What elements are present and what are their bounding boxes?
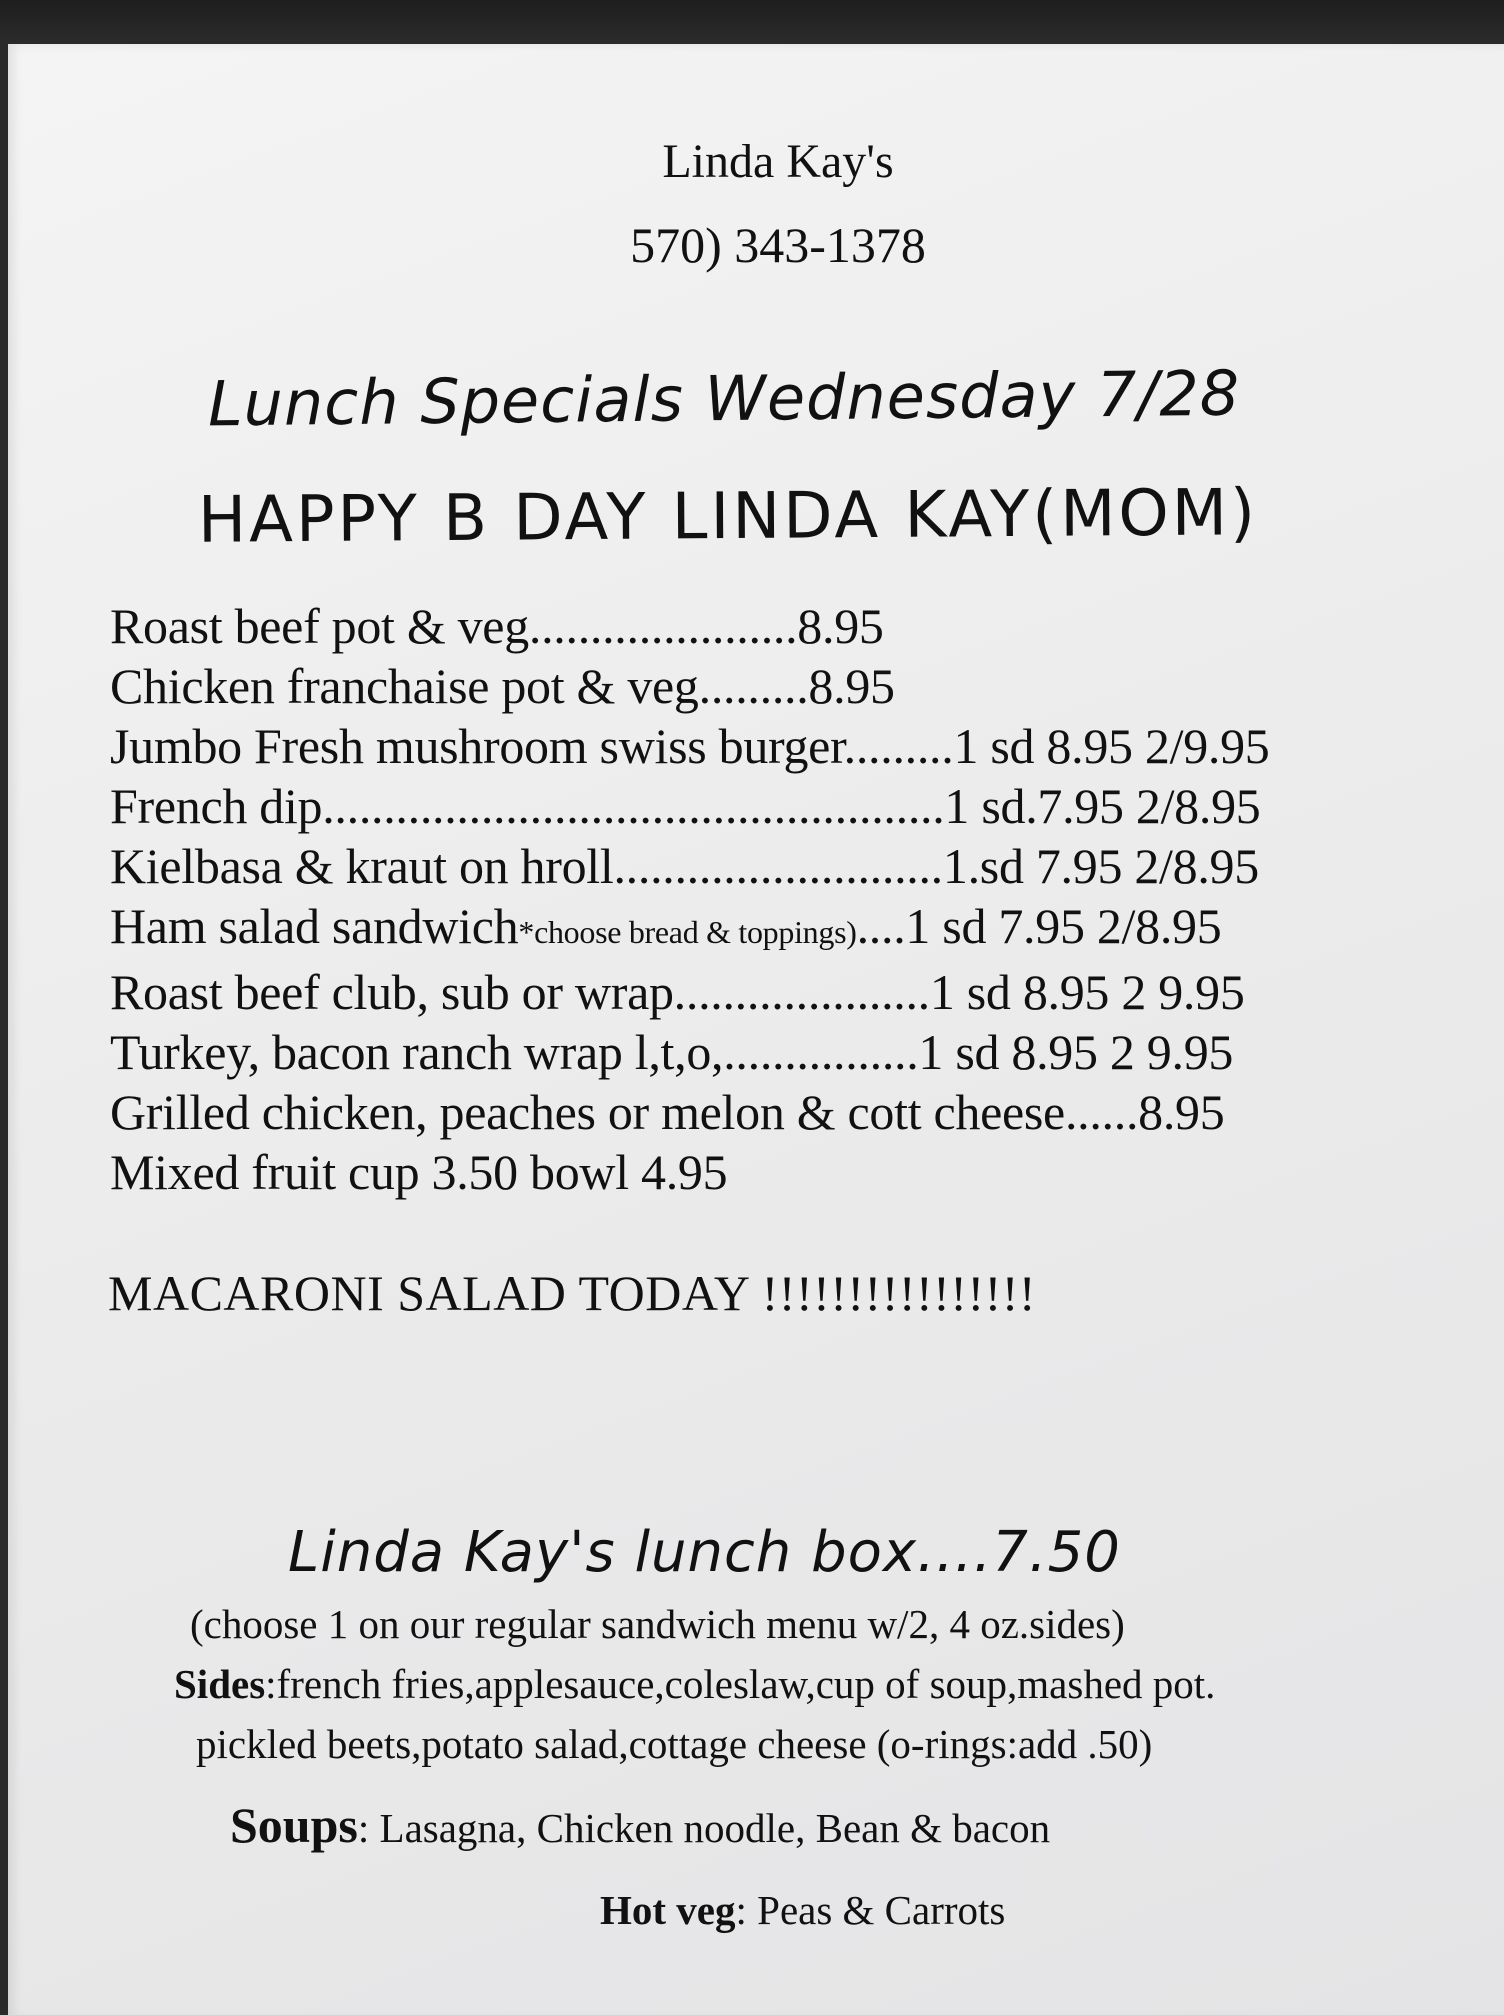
- menu-item: Kielbasa & kraut on hroll...........................1.sd 7.95 2/8.95: [110, 838, 1259, 894]
- menu-item: Roast beef club, sub or wrap.....................1 sd 8.95 2 9.95: [110, 964, 1245, 1020]
- soups-line: Soups: Lasagna, Chicken noodle, Bean & bacon: [230, 1797, 1051, 1853]
- birthday-message: HAPPY B DAY LINDA KAY(MOM): [197, 476, 1259, 558]
- lunch-box-sides-continued: pickled beets,potato salad,cottage cheese (o-rings:add .50): [196, 1721, 1153, 1767]
- hot-veg-label: Hot veg: [600, 1887, 736, 1933]
- lunch-box-sides: Sides:french fries,applesauce,coleslaw,cup of soup,mashed pot.: [174, 1661, 1216, 1707]
- lunch-box-description: (choose 1 on our regular sandwich menu w/2, 4 oz.sides): [190, 1601, 1125, 1647]
- menu-item: Ham salad sandwich*choose bread & toppings)....1 sd 7.95 2/8.95: [110, 898, 1222, 954]
- hot-veg-line: Hot veg: Peas & Carrots: [600, 1887, 1006, 1933]
- macaroni-callout: MACARONI SALAD TODAY !!!!!!!!!!!!!!!!: [108, 1265, 1037, 1321]
- menu-item-note: *choose bread & toppings): [518, 914, 857, 950]
- menu-item: Turkey, bacon ranch wrap l,t,o,................1 sd 8.95 2 9.95: [110, 1024, 1234, 1080]
- menu-item: French dip...................................................1 sd.7.95 2/8.95: [110, 778, 1261, 834]
- menu-item: Chicken franchaise pot & veg.........8.95: [110, 658, 895, 714]
- sides-label: Sides: [174, 1661, 266, 1707]
- menu-item: Roast beef pot & veg......................8.95: [110, 598, 884, 654]
- menu-item: Mixed fruit cup 3.50 bowl 4.95: [110, 1144, 728, 1200]
- restaurant-name: Linda Kay's: [662, 135, 894, 188]
- menu-item: Jumbo Fresh mushroom swiss burger.........1 sd 8.95 2/9.95: [110, 718, 1270, 774]
- specials-list: [110, 596, 1270, 1202]
- soups-label: Soups: [230, 1797, 358, 1853]
- lunch-specials-headline: Lunch Specials Wednesday 7/28: [207, 356, 1241, 441]
- lunch-box-title: Linda Kay's lunch box....7.50: [288, 1520, 1121, 1585]
- phone-number: 570) 343-1378: [630, 217, 926, 273]
- menu-item: Grilled chicken, peaches or melon & cott cheese......8.95: [110, 1084, 1225, 1140]
- menu-paper: [8, 44, 1504, 2015]
